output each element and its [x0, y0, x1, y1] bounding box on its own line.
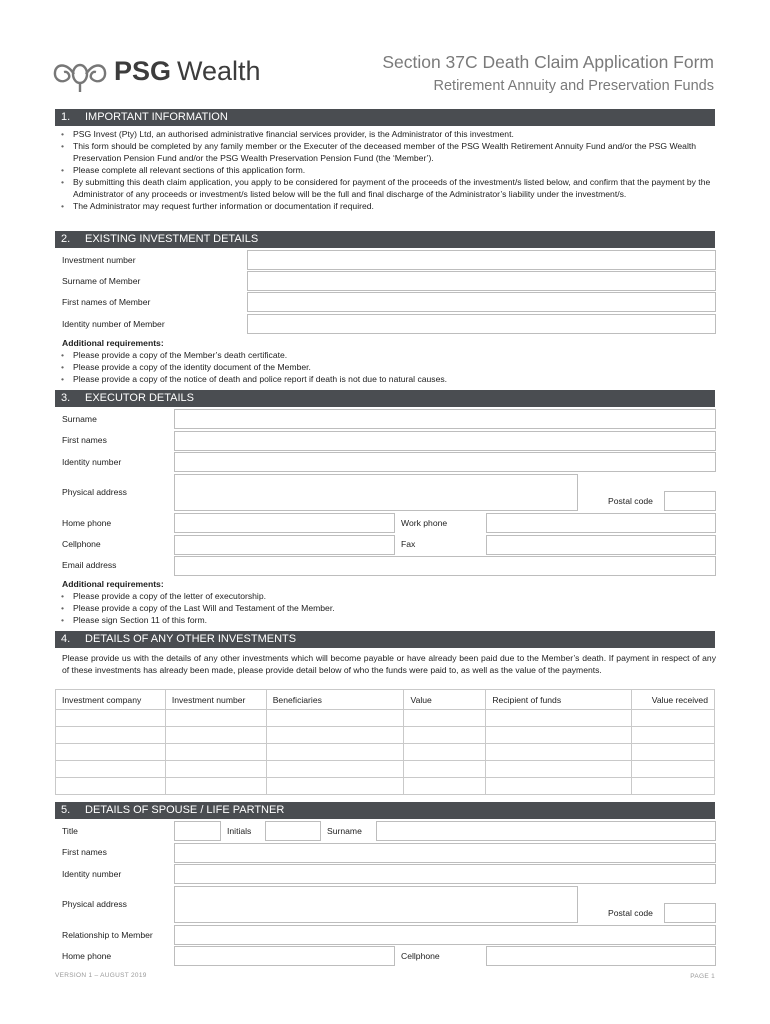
psg-wealth-logo: [52, 52, 272, 98]
table-row: [56, 778, 715, 795]
spouse-surname-input[interactable]: [376, 821, 716, 841]
table-cell[interactable]: [404, 761, 486, 778]
table-cell[interactable]: [404, 727, 486, 744]
executor-work-phone-input[interactable]: [486, 513, 716, 533]
table-cell[interactable]: [56, 778, 166, 795]
executor-work-phone-label: Work phone: [401, 518, 448, 528]
executor-address-input[interactable]: [174, 474, 578, 511]
column-header: Beneficiaries: [266, 690, 404, 710]
page-number: PAGE 1: [690, 973, 715, 980]
spouse-title-label: Title: [62, 826, 78, 836]
table-row: [56, 744, 715, 761]
section-1-header: 1. IMPORTANT INFORMATION: [55, 109, 715, 126]
member-first-names-label: First names of Member: [62, 297, 151, 307]
table-cell[interactable]: [56, 727, 166, 744]
requirement-item: • Please provide a copy of the notice of death and police report if death is not due to natural causes.: [55, 373, 715, 385]
executor-first-names-input[interactable]: [174, 431, 716, 451]
info-bullet: • The Administrator may request further information or documentation if required.: [55, 200, 715, 212]
member-surname-label: Surname of Member: [62, 276, 141, 286]
executor-fax-label: Fax: [401, 539, 416, 549]
spouse-cellphone-input[interactable]: [486, 946, 716, 966]
table-cell[interactable]: [266, 744, 404, 761]
spouse-identity-input[interactable]: [174, 864, 716, 884]
column-header: Value received: [632, 690, 715, 710]
table-cell[interactable]: [486, 778, 632, 795]
table-row: [56, 727, 715, 744]
table-cell[interactable]: [56, 744, 166, 761]
table-cell[interactable]: [404, 778, 486, 795]
table-cell[interactable]: [486, 761, 632, 778]
spouse-title-input[interactable]: [174, 821, 221, 841]
executor-first-names-label: First names: [62, 435, 107, 445]
section-3-header: 3. EXECUTOR DETAILS: [55, 390, 715, 407]
executor-address-label: Physical address: [62, 487, 127, 497]
form-title: Section 37C Death Claim Application Form: [382, 52, 714, 72]
column-header: Value: [404, 690, 486, 710]
table-row: [56, 761, 715, 778]
requirement-item: • Please provide a copy of the letter of executorship.: [55, 590, 715, 602]
table-cell[interactable]: [266, 727, 404, 744]
table-cell[interactable]: [632, 710, 715, 727]
table-cell[interactable]: [632, 761, 715, 778]
executor-surname-label: Surname: [62, 414, 97, 424]
spouse-relationship-label: Relationship to Member: [62, 930, 153, 940]
table-cell[interactable]: [486, 710, 632, 727]
requirement-item: • Please sign Section 11 of this form.: [55, 614, 715, 626]
executor-postal-label: Postal code: [608, 496, 653, 506]
spouse-relationship-input[interactable]: [174, 925, 716, 945]
spouse-cellphone-label: Cellphone: [401, 951, 440, 961]
form-subtitle: Retirement Annuity and Preservation Funds: [433, 78, 714, 94]
form-title-block: [382, 52, 714, 96]
table-cell[interactable]: [165, 744, 266, 761]
spouse-address-label: Physical address: [62, 899, 127, 909]
investment-number-input[interactable]: [247, 250, 716, 270]
member-surname-input[interactable]: [247, 271, 716, 291]
s2-requirements-title: Additional requirements:: [62, 338, 164, 348]
executor-postal-input[interactable]: [664, 491, 716, 511]
executor-identity-label: Identity number: [62, 457, 122, 467]
brand-light: Wealth: [177, 56, 261, 86]
column-header: Recipient of funds: [486, 690, 632, 710]
table-cell[interactable]: [266, 761, 404, 778]
s3-requirements-list: [55, 590, 715, 626]
section-4-header: 4. DETAILS OF ANY OTHER INVESTMENTS: [55, 631, 715, 648]
s2-requirements-list: [55, 349, 715, 385]
spouse-first-names-input[interactable]: [174, 843, 716, 863]
spouse-surname-label: Surname: [327, 826, 362, 836]
member-identity-input[interactable]: [247, 314, 716, 334]
table-cell[interactable]: [404, 710, 486, 727]
important-info-list: [55, 128, 715, 212]
table-cell[interactable]: [56, 761, 166, 778]
info-bullet: • Please complete all relevant sections of this application form.: [55, 164, 715, 176]
spouse-address-input[interactable]: [174, 886, 578, 923]
executor-identity-input[interactable]: [174, 452, 716, 472]
table-cell[interactable]: [56, 710, 166, 727]
info-bullet: • By submitting this death claim application, you apply to be considered for payment of the proceeds of the investment/s listed below, and confirm that the payment by the Administrator of any proceeds or investment/s listed below will be the full and final discharge of the Administrator’s liability under the investment/s.: [55, 176, 715, 200]
table-cell[interactable]: [632, 727, 715, 744]
table-cell[interactable]: [404, 744, 486, 761]
table-cell[interactable]: [632, 778, 715, 795]
spouse-identity-label: Identity number: [62, 869, 122, 879]
spouse-home-phone-label: Home phone: [62, 951, 112, 961]
table-cell[interactable]: [486, 727, 632, 744]
table-cell[interactable]: [165, 727, 266, 744]
executor-surname-input[interactable]: [174, 409, 716, 429]
version-footer: VERSION 1 – AUGUST 2019: [55, 972, 147, 979]
s3-requirements-title: Additional requirements:: [62, 579, 164, 589]
table-cell[interactable]: [165, 710, 266, 727]
requirement-item: • Please provide a copy of the Last Will and Testament of the Member.: [55, 602, 715, 614]
psg-emblem-icon: [52, 54, 108, 94]
section-2-header: 2. EXISTING INVESTMENT DETAILS: [55, 231, 715, 248]
executor-home-phone-input[interactable]: [174, 513, 395, 533]
info-bullet: • This form should be completed by any family member or the Executer of the deceased member of the PSG Wealth Retirement Annuity Fund and/or the PSG Wealth Preservation Pension Fund and/or the PSG Wealth Preservation Pension Fund (the ‘Member’).: [55, 140, 715, 164]
spouse-initials-input[interactable]: [265, 821, 321, 841]
table-cell[interactable]: [266, 710, 404, 727]
requirement-item: • Please provide a copy of the Member’s death certificate.: [55, 349, 715, 361]
executor-cellphone-input[interactable]: [174, 535, 395, 555]
spouse-first-names-label: First names: [62, 847, 107, 857]
table-cell[interactable]: [266, 778, 404, 795]
column-header: Investment number: [165, 690, 266, 710]
column-header: Investment company: [56, 690, 166, 710]
member-first-names-input[interactable]: [247, 292, 716, 312]
requirement-item: • Please provide a copy of the identity document of the Member.: [55, 361, 715, 373]
section-5-header: 5. DETAILS OF SPOUSE / LIFE PARTNER: [55, 802, 715, 819]
investment-number-label: Investment number: [62, 255, 136, 265]
executor-cellphone-label: Cellphone: [62, 539, 101, 549]
other-investments-intro: Please provide us with the details of any other investments which will become payable or have already been paid due to the Member’s death. If payment in respect of any of these investments has already been made, please provide detail below of who the funds were paid to, as well as the value of the payments.: [62, 653, 716, 675]
spouse-initials-label: Initials: [227, 826, 252, 836]
table-header-row: [56, 690, 715, 710]
spouse-home-phone-input[interactable]: [174, 946, 395, 966]
spouse-postal-label: Postal code: [608, 908, 653, 918]
table-cell[interactable]: [165, 778, 266, 795]
executor-email-label: Email address: [62, 560, 117, 570]
other-investments-table: [55, 689, 715, 795]
executor-home-phone-label: Home phone: [62, 518, 112, 528]
spouse-postal-input[interactable]: [664, 903, 716, 923]
table-cell[interactable]: [632, 744, 715, 761]
table-cell[interactable]: [165, 761, 266, 778]
brand-bold: PSG: [114, 56, 172, 86]
executor-email-input[interactable]: [174, 556, 716, 576]
table-cell[interactable]: [486, 744, 632, 761]
table-row: [56, 710, 715, 727]
info-bullet: • PSG Invest (Pty) Ltd, an authorised administrative financial services provider, is the Administrator of this investment.: [55, 128, 715, 140]
member-identity-label: Identity number of Member: [62, 319, 165, 329]
executor-fax-input[interactable]: [486, 535, 716, 555]
